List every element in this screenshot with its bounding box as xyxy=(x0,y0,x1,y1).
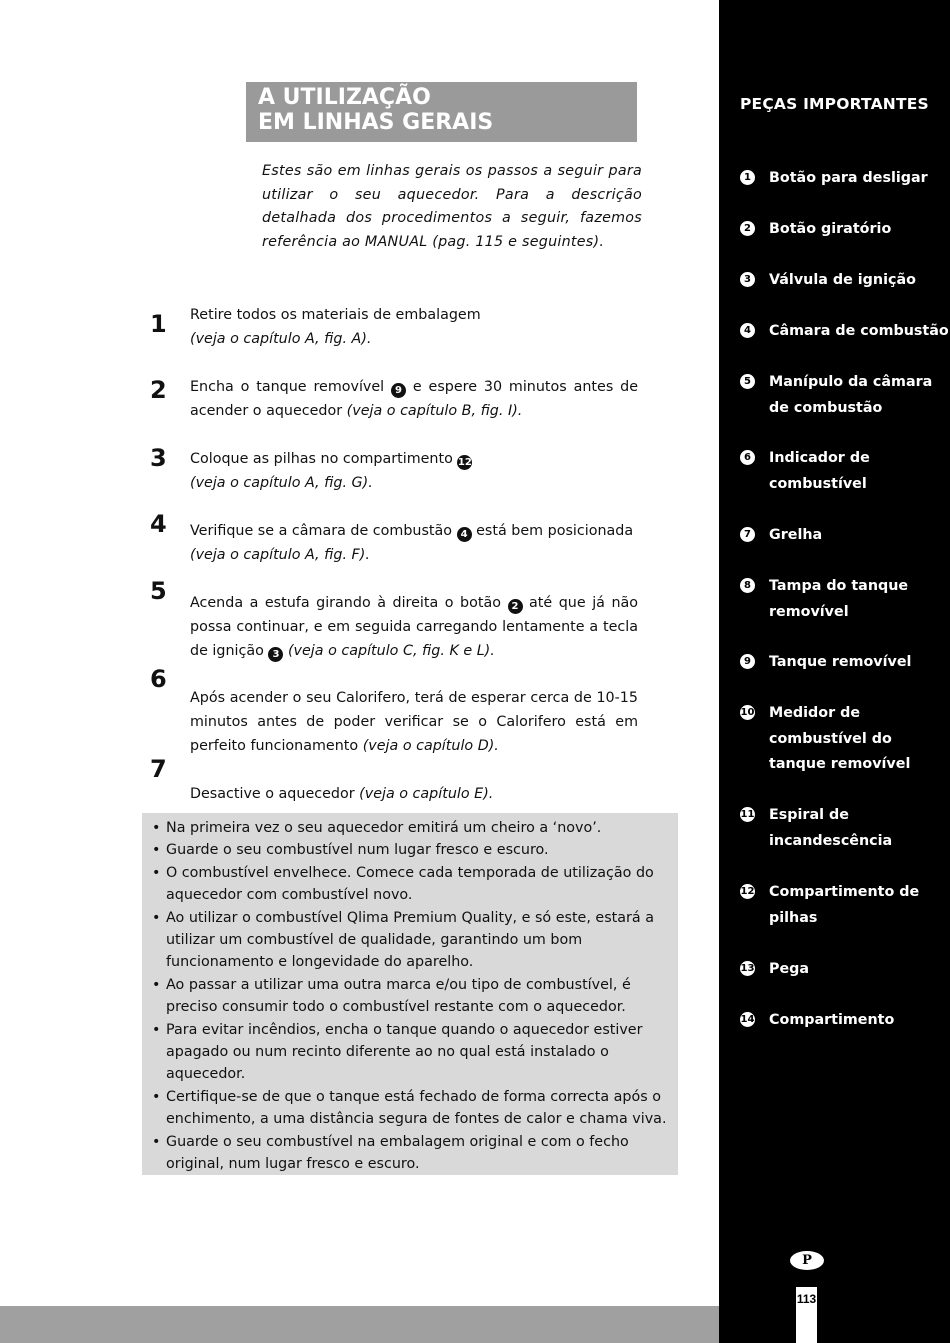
title-line-1: A UTILIZAÇÃO xyxy=(258,85,431,110)
part-number-icon: 4 xyxy=(740,323,755,338)
intro-text: Estes são em linhas gerais os passos a seguir para utilizar o seu aquecedor. Para a descrição detalhada dos procedimentos a seguir, fazemos referência ao MANUAL (pag. 115 e seguintes). xyxy=(262,163,642,251)
sidebar-part: 9 Tanque removível xyxy=(740,650,950,676)
step-text: Encha o tanque removível 9 e espere 30 minutos antes de acender o aquecedor (veja o capítulo B, fig. I). xyxy=(190,379,638,419)
page-title xyxy=(246,82,637,142)
list-item: • Na primeira vez o seu aquecedor emitirá um cheiro a ‘novo’. xyxy=(152,820,602,836)
sidebar-part: 4 Câmara de combustão xyxy=(740,319,950,345)
step-text: Verifique se a câmara de combustão 4 está bem posicionada (veja o capítulo A, fig. F). xyxy=(190,523,634,563)
part-number-icon: 6 xyxy=(740,450,755,465)
language-badge: P xyxy=(790,1251,824,1270)
sidebar-part: 11 Espiral de incandescência xyxy=(740,807,893,849)
sidebar-part: 3 Válvula de ignição xyxy=(740,268,950,294)
step-number: 4 xyxy=(150,510,167,538)
step-number: 7 xyxy=(150,755,167,783)
part-number-icon: 1 xyxy=(740,170,755,185)
step-text: Retire todos os materiais de embalagem (veja o capítulo A, fig. A). xyxy=(190,307,481,347)
part-number-icon: 10 xyxy=(740,707,755,718)
part-9-icon: 9 xyxy=(391,383,406,398)
sidebar-title: PEÇAS IMPORTANTES xyxy=(740,95,929,113)
part-number-icon: 2 xyxy=(740,221,755,236)
step-number: 1 xyxy=(150,310,167,338)
list-item: • O combustível envelhece. Comece cada temporada de utilização do aquecedor com combustível novo. xyxy=(152,864,654,904)
sidebar-part: 12 Compartimento de pilhas xyxy=(740,884,920,926)
part-12-icon: 12 xyxy=(457,457,472,468)
list-item: • Guarde o seu combustível num lugar fresco e escuro. xyxy=(152,842,549,859)
sidebar-part: 5 Manípulo da câmara de combustão xyxy=(740,370,950,421)
step-text: Acenda a estufa girando à direita o botão 2 até que já não possa continuar, e em seguida carregando lentamente a tecla de ignição 3 (veja o capítulo C, fig. K e L). xyxy=(190,595,639,660)
sidebar-part: 6 Indicador de combustível xyxy=(740,446,950,497)
page-number: 113 xyxy=(796,1287,817,1343)
step-text: Coloque as pilhas no compartimento 12 (veja o capítulo A, fig. G). xyxy=(190,451,472,491)
list-item: • Guarde o seu combustível na embalagem original e com o fecho original, num lugar fresco e escuro. xyxy=(152,1133,629,1173)
part-4-icon: 4 xyxy=(457,527,472,542)
part-number-icon: 9 xyxy=(740,654,755,669)
step-number: 5 xyxy=(150,577,167,605)
part-2-icon: 2 xyxy=(508,599,523,614)
sidebar-part: 2 Botão giratório xyxy=(740,217,950,243)
sidebar-part: 13 Pega xyxy=(740,961,810,977)
list-item: • Ao utilizar o combustível Qlima Premium Quality, e só este, estará a utilizar um combustível de qualidade, garantindo um bom funcionamento e longevidade do aparelho. xyxy=(152,909,654,971)
sidebar-part: 10 Medidor de combustível do tanque removível xyxy=(740,705,911,772)
step-number: 6 xyxy=(150,665,167,693)
sidebar-part: 7 Grelha xyxy=(740,523,950,549)
sidebar-part: 8 Tampa do tanque removível xyxy=(740,574,950,625)
part-3-icon: 3 xyxy=(268,647,283,662)
part-number-icon: 14 xyxy=(740,1014,755,1025)
part-number-icon: 5 xyxy=(740,374,755,389)
step-text: Desactive o aquecedor (veja o capítulo E). xyxy=(190,786,494,802)
footer-bar xyxy=(0,1306,719,1343)
list-item: • Para evitar incêndios, encha o tanque quando o aquecedor estiver apagado ou num recinto diferente ao no qual está instalado o aquecedor. xyxy=(152,1021,643,1083)
sidebar-part: 14 Compartimento xyxy=(740,1012,895,1028)
part-number-icon: 13 xyxy=(740,963,755,974)
notes-box xyxy=(142,813,678,1175)
step-text: Após acender o seu Calorifero, terá de esperar cerca de 10-15 minutos antes de poder verificar se o Calorifero está em perfeito funcionamento (veja o capítulo D). xyxy=(190,690,638,754)
list-item: • Certifique-se de que o tanque está fechado de forma correcta após o enchimento, a uma distância segura de fontes de calor e chama viva. xyxy=(152,1088,667,1128)
step-number: 2 xyxy=(150,376,167,404)
part-number-icon: 3 xyxy=(740,272,755,287)
part-number-icon: 11 xyxy=(740,809,755,820)
part-number-icon: 8 xyxy=(740,578,755,593)
title-line-2: EM LINHAS GERAIS xyxy=(258,110,494,135)
sidebar xyxy=(719,0,950,1343)
step-number: 3 xyxy=(150,444,167,472)
part-number-icon: 7 xyxy=(740,527,755,542)
list-item: • Ao passar a utilizar uma outra marca e/ou tipo de combustível, é preciso consumir todo o combustível restante com o aquecedor. xyxy=(152,976,631,1016)
part-number-icon: 12 xyxy=(740,886,755,897)
sidebar-part: 1 Botão para desligar xyxy=(740,166,950,192)
